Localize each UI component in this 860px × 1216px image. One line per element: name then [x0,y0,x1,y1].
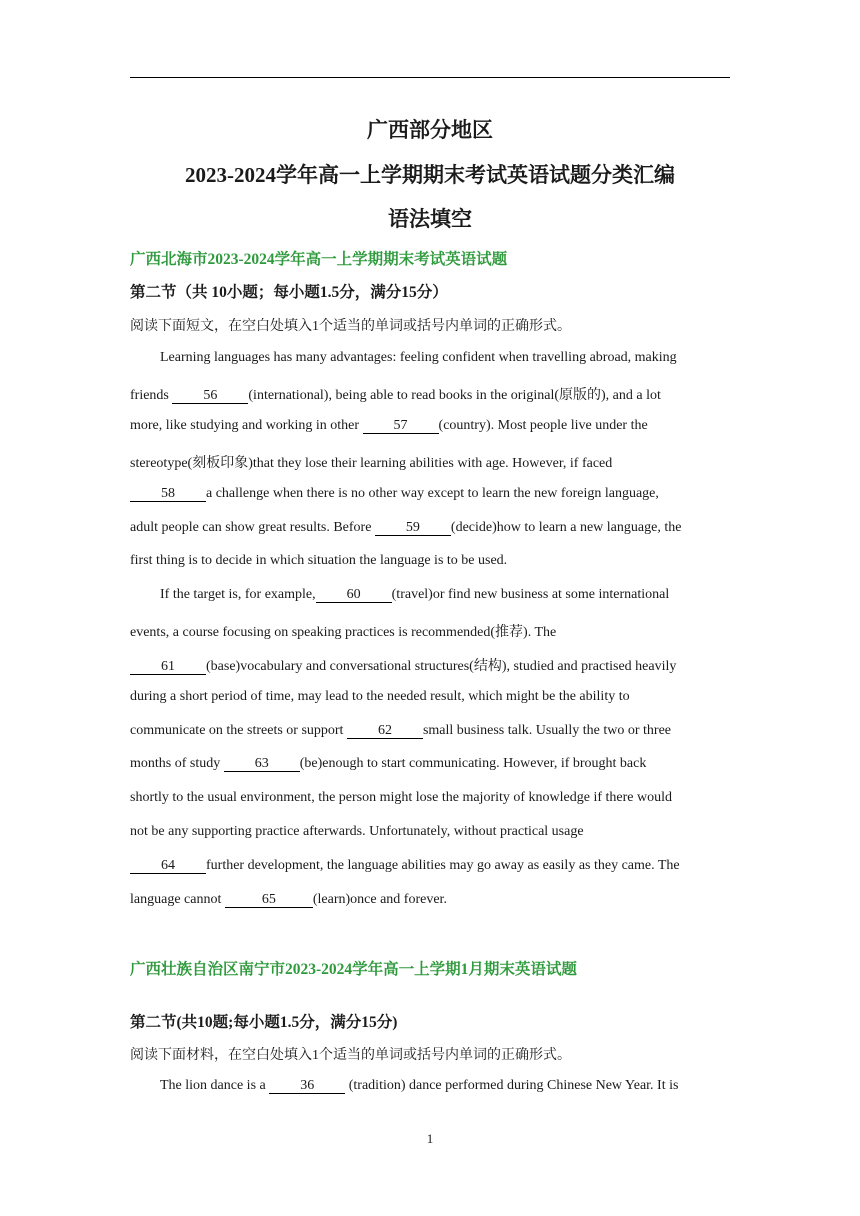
answer-blank[interactable]: 59 [375,520,451,536]
section-1-part: 第二节（共 10小题；每小题1.5分，满分15分） [130,284,448,301]
passage-line [130,790,730,806]
answer-blank[interactable]: 58 [130,486,206,502]
passage-text: (tradition) dance performed during Chinese New Year. It is [345,1078,679,1093]
passage-line [130,689,730,705]
passage-line [130,723,730,739]
passage-text: (international), being able to read books in the original(原版的), and a lot [248,388,661,403]
passage-text: communicate on the streets or support [130,723,347,738]
section-1-heading: 广西北海市2023-2024学年高一上学期期末考试英语试题 [130,251,508,268]
answer-blank[interactable]: 64 [130,858,206,874]
passage-line [130,1078,730,1094]
passage-text: adult people can show great results. Before [130,520,375,535]
passage-text: (base)vocabulary and conversational structures(结构), studied and practised heavily [206,659,677,674]
passage-text: months of study [130,756,224,771]
passage-text: (learn)once and forever. [312,892,447,907]
section-1-instruction: 阅读下面短文，在空白处填入1个适当的单词或括号内单词的正确形式。 [130,319,571,334]
answer-blank[interactable]: 62 [347,723,423,739]
passage-text: language cannot [130,892,225,907]
answer-blank[interactable]: 56 [172,388,248,404]
passage-line [130,553,730,569]
passage-text: further development, the language abilities may go away as easily as they came. The [206,858,680,873]
passage-line [130,892,730,908]
answer-blank[interactable]: 60 [316,587,392,603]
passage-line [130,350,730,366]
passage-text: events, a course focusing on speaking practices is recommended(推荐). The [130,625,557,640]
passage-line [130,384,730,404]
passage-text: The lion dance is a [160,1078,270,1093]
passage-text: friends [130,388,173,403]
passage-text: small business talk. Usually the two or three [422,723,672,738]
answer-blank[interactable]: 57 [363,418,439,434]
answer-blank[interactable]: 65 [225,892,313,908]
passage-line [130,655,730,675]
passage-text: (travel)or find new business at some international [391,587,670,602]
section-2-part: 第二节(共10题;每小题1.5分，满分15分) [130,1014,398,1031]
passage-line [130,824,730,840]
passage-text: Learning languages has many advantages: feeling confident when travelling abroad, making [160,350,677,365]
passage-line [130,418,730,434]
page-number: 1 [426,1131,434,1146]
passage-text: stereotype(刻板印象)that they lose their learning abilities with age. However, if faced [130,456,613,471]
passage-text: (country). Most people live under the [438,418,648,433]
section-2-instruction: 阅读下面材料，在空白处填入1个适当的单词或括号内单词的正确形式。 [130,1048,571,1063]
passage-text: (decide)how to learn a new language, the [450,520,682,535]
passage-text: during a short period of time, may lead to the needed result, which might be the ability to [130,689,630,704]
passage-text: first thing is to decide in which situation the language is to be used. [130,553,508,568]
passage-line [130,756,730,772]
answer-blank[interactable]: 61 [130,659,206,675]
doc-title-main: 2023-2024学年高一上学期期末考试英语试题分类汇编 [185,163,675,187]
passage-text: more, like studying and working in other [130,418,363,433]
passage-text: If the target is, for example, [160,587,316,602]
passage-line [130,621,730,641]
passage-line [130,452,730,472]
passage-line [130,486,730,502]
passage-text: shortly to the usual environment, the person might lose the majority of knowledge if there would [130,790,673,805]
answer-blank[interactable]: 63 [224,756,300,772]
doc-title-region: 广西部分地区 [367,118,493,142]
answer-blank[interactable]: 36 [269,1078,345,1094]
top-rule [130,77,730,78]
passage-line [130,858,730,874]
section-2-heading: 广西壮族自治区南宁市2023-2024学年高一上学期1月期末英语试题 [130,961,577,978]
passage-line [130,520,730,536]
passage-text: (be)enough to start communicating. However, if brought back [299,756,647,771]
passage-text: a challenge when there is no other way except to learn the new foreign language, [206,486,659,501]
passage-line [130,587,730,603]
passage-text: not be any supporting practice afterwards. Unfortunately, without practical usage [130,824,584,839]
doc-title-topic: 语法填空 [388,207,472,231]
